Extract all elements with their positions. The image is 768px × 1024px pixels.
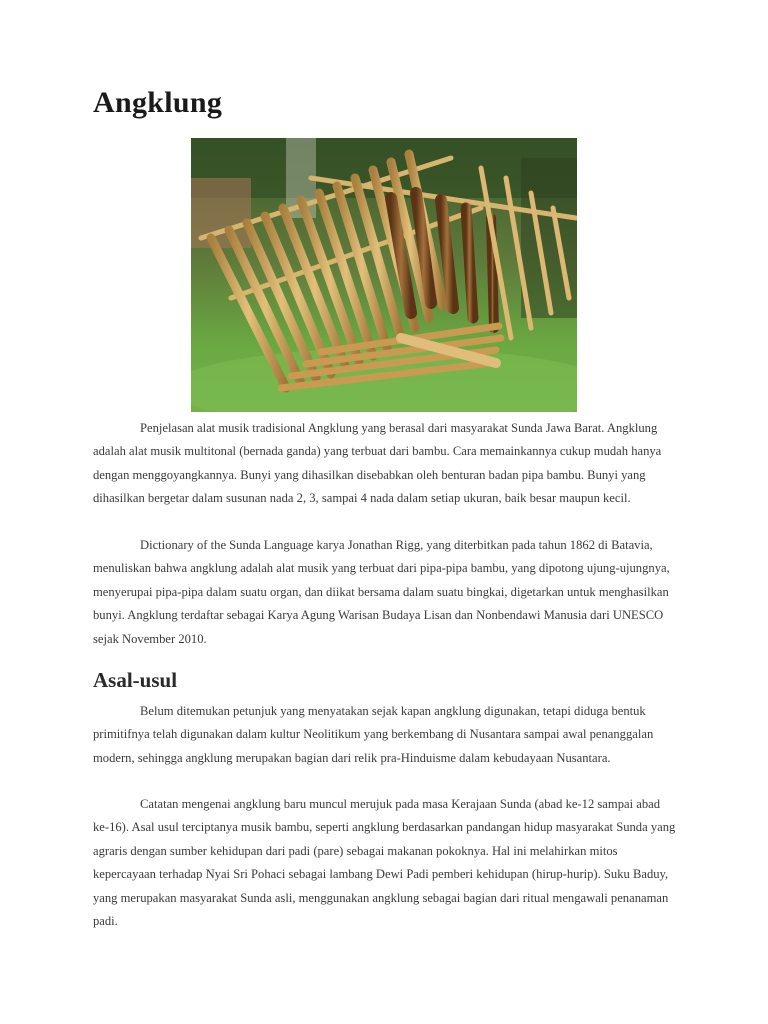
- angklung-photo: [191, 138, 577, 412]
- page-title: Angklung: [93, 86, 223, 119]
- section-heading-asal-usul: Asal-usul: [93, 668, 178, 692]
- paragraph-dictionary: Dictionary of the Sunda Language karya Jonathan Rigg, yang diterbitkan pada tahun 1862 di Batavia, menuliskan bahwa angklung adalah alat musik yang terbuat dari pipa-pipa bambu, yang dipotong ujung-ujungnya, menyerupai pipa-pipa dalam suatu organ, dan diikat bersama dalam suatu bingkai, digetarkan untuk menghasilkan bunyi. Angklung terdaftar sebagai Karya Agung Warisan Budaya Lisan dan Nonbendawi Manusia dari UNESCO sejak November 2010.: [93, 538, 670, 646]
- paragraph-history: Catatan mengenai angklung baru muncul merujuk pada masa Kerajaan Sunda (abad ke-12 sampai abad ke-16). Asal usul terciptanya musik bambu, seperti angklung berdasarkan pandangan hidup masyarakat Sunda yang agraris dengan sumber kehidupan dari padi (pare) sebagai makanan pokoknya. Hal ini melahirkan mitos kepercayaan terhadap Nyai Sri Pohaci sebagai lambang Dewi Padi pemberi kehidupan (hirup-hurip). Suku Baduy, yang merupakan masyarakat Sunda asli, menggunakan angklung sebagai bagian dari ritual mengawali penanaman padi.: [93, 797, 676, 929]
- paragraph-origin: Belum ditemukan petunjuk yang menyatakan sejak kapan angklung digunakan, tetapi diduga bentuk primitifnya telah digunakan dalam kultur Neolitikum yang berkembang di Nusantara sampai awal penanggalan modern, sehingga angklung merupakan bagian dari relik pra-Hinduisme dalam kebudayaan Nusantara.: [93, 704, 654, 765]
- paragraph-intro: Penjelasan alat musik tradisional Angklung yang berasal dari masyarakat Sunda Jawa Barat. Angklung adalah alat musik multitonal (bernada ganda) yang terbuat dari bambu. Cara memainkannya cukup mudah hanya dengan menggoyangkannya. Bunyi yang dihasilkan disebabkan oleh benturan badan pipa bambu. Bunyi yang dihasilkan bergetar dalam susunan nada 2, 3, sampai 4 nada dalam setiap ukuran, baik besar maupun kecil.: [93, 421, 662, 506]
